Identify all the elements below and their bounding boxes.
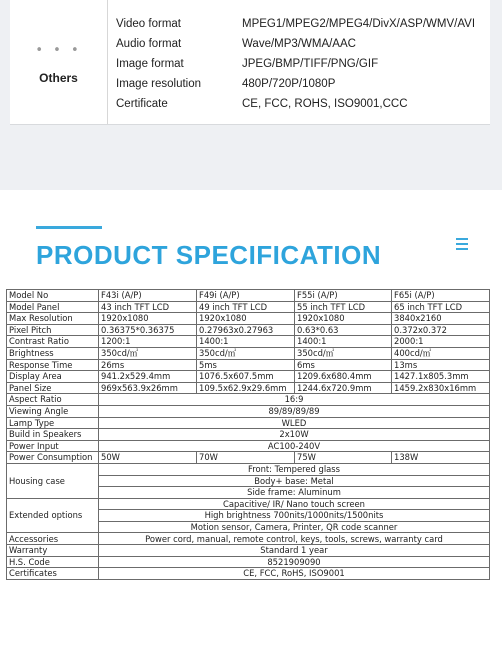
table-cell: F65i (A/P) xyxy=(392,290,490,302)
others-row xyxy=(116,74,486,94)
others-label: Others xyxy=(39,71,78,85)
row-label: Accessories xyxy=(7,533,99,545)
table-row xyxy=(7,440,490,452)
others-row xyxy=(116,34,486,54)
table-cell: Power cord, manual, remote control, keys, tools, screws, warranty card xyxy=(99,533,490,545)
row-label: Warranty xyxy=(7,545,99,557)
row-label: Contrast Ratio xyxy=(7,336,99,348)
table-cell: 2000:1 xyxy=(392,336,490,348)
row-label: Housing case xyxy=(7,463,99,498)
others-rows xyxy=(116,14,486,114)
row-key: Video format xyxy=(116,18,181,30)
table-cell: 26ms xyxy=(99,359,197,371)
row-label: Model No xyxy=(7,290,99,302)
table-row xyxy=(7,556,490,568)
spec-table xyxy=(6,289,490,580)
table-cell: 6ms xyxy=(295,359,392,371)
row-key: Certificate xyxy=(116,98,168,110)
table-cell: AC100-240V xyxy=(99,440,490,452)
row-label: Pixel Pitch xyxy=(7,324,99,336)
table-cell: 0.63*0.63 xyxy=(295,324,392,336)
table-row xyxy=(7,382,490,394)
title-accent-bar xyxy=(36,226,102,229)
table-cell: 1920x1080 xyxy=(99,313,197,325)
table-cell: 941.2x529.4mm xyxy=(99,371,197,383)
table-cell: 2x10W xyxy=(99,429,490,441)
table-cell: 400cd/㎡ xyxy=(392,347,490,359)
row-key: Image resolution xyxy=(116,78,202,90)
row-label: Certificates xyxy=(7,568,99,580)
table-row xyxy=(7,359,490,371)
table-cell: 89/89/89/89 xyxy=(99,405,490,417)
table-cell: 50W xyxy=(99,452,197,464)
table-cell: 1920x1080 xyxy=(197,313,295,325)
table-cell: 0.372x0.372 xyxy=(392,324,490,336)
table-cell: 8521909090 xyxy=(99,556,490,568)
table-row xyxy=(7,301,490,313)
table-row xyxy=(7,336,490,348)
table-cell: 13ms xyxy=(392,359,490,371)
table-cell: Standard 1 year xyxy=(99,545,490,557)
table-row xyxy=(7,417,490,429)
row-label: Panel Size xyxy=(7,382,99,394)
row-label: Power Input xyxy=(7,440,99,452)
table-cell: 43 inch TFT LCD xyxy=(99,301,197,313)
table-row xyxy=(7,498,490,510)
section-divider xyxy=(0,190,502,194)
table-cell: 3840x2160 xyxy=(392,313,490,325)
table-cell: 1209.6x680.4mm xyxy=(295,371,392,383)
table-cell: CE, FCC, RoHS, ISO9001 xyxy=(99,568,490,580)
row-label: Response Time xyxy=(7,359,99,371)
table-cell: 55 inch TFT LCD xyxy=(295,301,392,313)
ellipsis-icon: • • • xyxy=(35,43,82,58)
table-cell: Front: Tempered glass xyxy=(99,463,490,475)
table-row xyxy=(7,371,490,383)
table-cell: 49 inch TFT LCD xyxy=(197,301,295,313)
table-cell: 138W xyxy=(392,452,490,464)
row-value: CE, FCC, ROHS, ISO9001,CCC xyxy=(242,98,408,110)
row-label: Brightness xyxy=(7,347,99,359)
table-cell: 0.27963x0.27963 xyxy=(197,324,295,336)
table-cell: 350cd/㎡ xyxy=(99,347,197,359)
table-cell: F43i (A/P) xyxy=(99,290,197,302)
table-row xyxy=(7,290,490,302)
table-cell: 969x563.9x26mm xyxy=(99,382,197,394)
row-label: Aspect Ratio xyxy=(7,394,99,406)
row-value: JPEG/BMP/TIFF/PNG/GIF xyxy=(242,58,379,70)
table-cell: Motion sensor, Camera, Printer, QR code scanner xyxy=(99,521,490,533)
menu-icon[interactable] xyxy=(456,238,468,250)
table-cell: F55i (A/P) xyxy=(295,290,392,302)
table-cell: 1076.5x607.5mm xyxy=(197,371,295,383)
table-row xyxy=(7,463,490,475)
table-cell: 350cd/㎡ xyxy=(295,347,392,359)
table-cell: 350cd/㎡ xyxy=(197,347,295,359)
others-row xyxy=(116,94,486,114)
table-cell: 1459.2x830x16mm xyxy=(392,382,490,394)
table-cell: 75W xyxy=(295,452,392,464)
table-row xyxy=(7,347,490,359)
spec-table-body xyxy=(7,290,490,580)
table-cell: WLED xyxy=(99,417,490,429)
table-cell: 1400:1 xyxy=(295,336,392,348)
table-cell: 1427.1x805.3mm xyxy=(392,371,490,383)
row-key: Image format xyxy=(116,58,184,70)
table-cell: F49i (A/P) xyxy=(197,290,295,302)
row-label: Lamp Type xyxy=(7,417,99,429)
table-cell: 1920x1080 xyxy=(295,313,392,325)
row-label: Viewing Angle xyxy=(7,405,99,417)
row-value: Wave/MP3/WMA/AAC xyxy=(242,38,356,50)
others-row xyxy=(116,14,486,34)
table-cell: 1400:1 xyxy=(197,336,295,348)
others-row xyxy=(116,54,486,74)
table-row xyxy=(7,568,490,580)
table-cell: 1244.6x720.9mm xyxy=(295,382,392,394)
table-cell: 16:9 xyxy=(99,394,490,406)
table-cell: 5ms xyxy=(197,359,295,371)
others-label-cell xyxy=(10,0,108,124)
table-cell: High brightness 700nits/1000nits/1500nits xyxy=(99,510,490,522)
table-cell: Capacitive/ IR/ Nano touch screen xyxy=(99,498,490,510)
row-label: H.S. Code xyxy=(7,556,99,568)
others-spec-card xyxy=(10,0,490,125)
section-title: PRODUCT SPECIFICATION xyxy=(36,240,382,270)
table-cell: 0.36375*0.36375 xyxy=(99,324,197,336)
table-row xyxy=(7,545,490,557)
table-cell: 65 inch TFT LCD xyxy=(392,301,490,313)
row-label: Model Panel xyxy=(7,301,99,313)
table-row xyxy=(7,313,490,325)
table-cell: Body+ base: Metal xyxy=(99,475,490,487)
table-row xyxy=(7,394,490,406)
table-row xyxy=(7,429,490,441)
row-value: 480P/720P/1080P xyxy=(242,78,336,90)
row-key: Audio format xyxy=(116,38,182,50)
table-cell: 1200:1 xyxy=(99,336,197,348)
row-label: Extended options xyxy=(7,498,99,533)
row-label: Display Area xyxy=(7,371,99,383)
table-row xyxy=(7,452,490,464)
table-cell: Side frame: Aluminum xyxy=(99,487,490,499)
table-cell: 70W xyxy=(197,452,295,464)
table-row xyxy=(7,405,490,417)
table-row xyxy=(7,324,490,336)
row-label: Build in Speakers xyxy=(7,429,99,441)
row-label: Power Consumption xyxy=(7,452,99,464)
row-value: MPEG1/MPEG2/MPEG4/DivX/ASP/WMV/AVI xyxy=(242,18,476,30)
table-row xyxy=(7,533,490,545)
row-label: Max Resolution xyxy=(7,313,99,325)
table-cell: 109.5x62.9x29.6mm xyxy=(197,382,295,394)
